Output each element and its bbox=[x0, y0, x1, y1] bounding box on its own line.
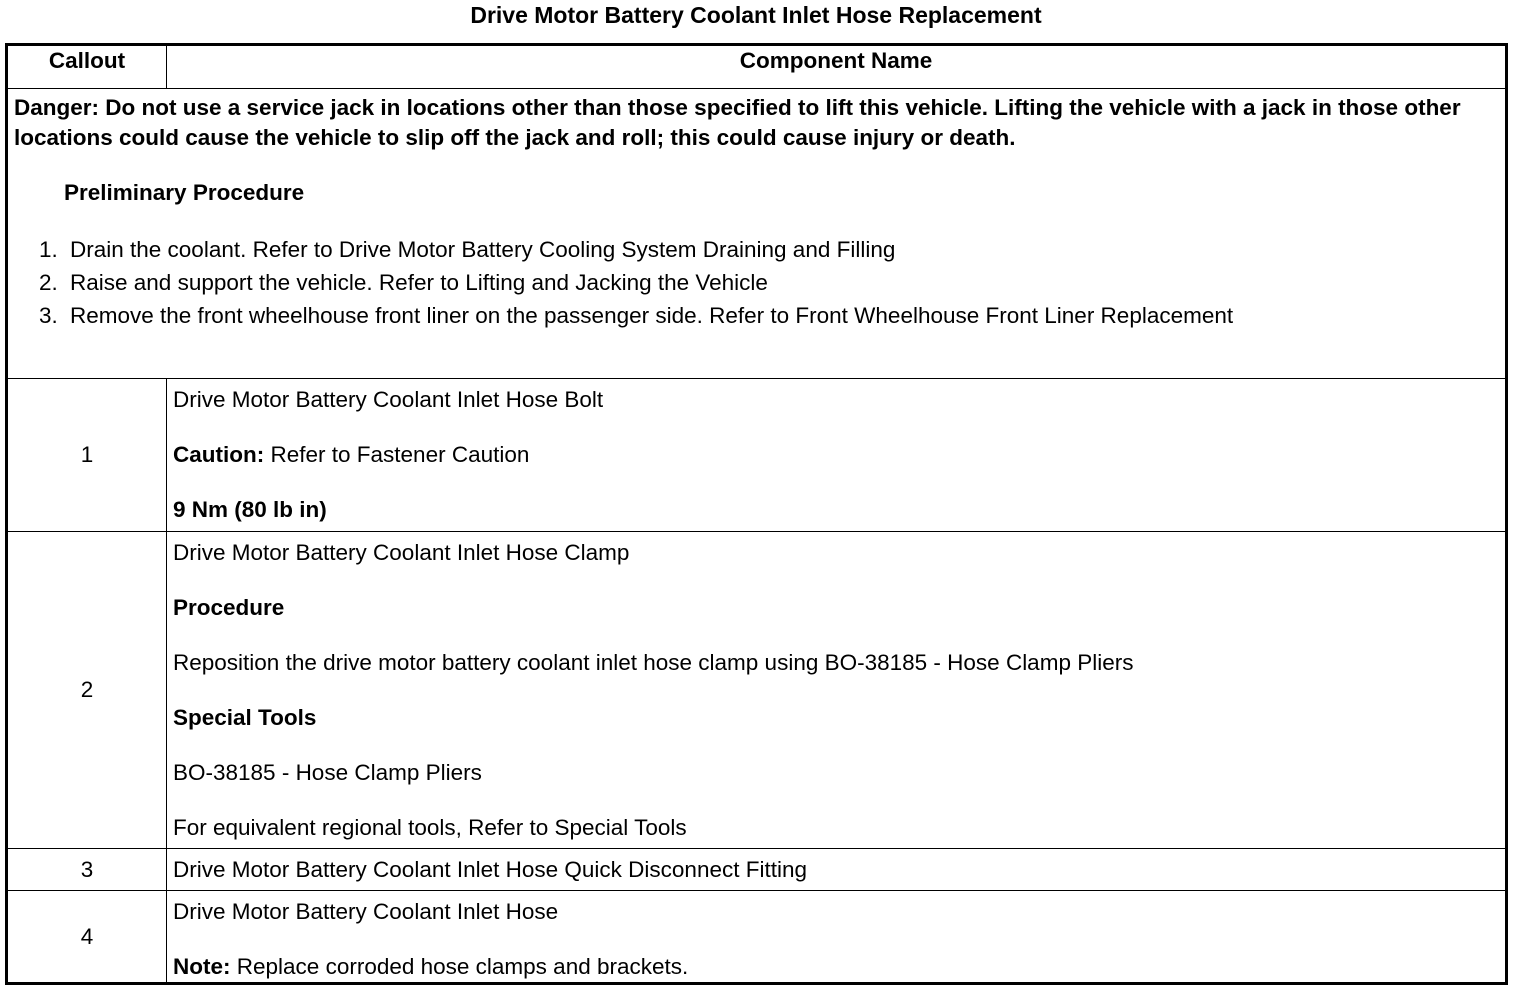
component-cell bbox=[167, 532, 1507, 849]
component-cell bbox=[167, 379, 1507, 532]
danger-text: Do not use a service jack in locations other than those specified to lift this vehicle. Lifting the vehicle with a jack in those other locations could cause the vehicle to slip off the jack and roll; this could cause injury or death. bbox=[14, 95, 1461, 150]
equivalent-tools-note: For equivalent regional tools, Refer to Special Tools bbox=[173, 815, 687, 840]
callout-number: 3 bbox=[7, 849, 167, 891]
header-component-name: Component Name bbox=[167, 45, 1507, 89]
preliminary-heading: Preliminary Procedure bbox=[64, 180, 305, 205]
component-name: Drive Motor Battery Coolant Inlet Hose bbox=[173, 899, 559, 924]
note-text: Replace corroded hose clamps and brackets. bbox=[236, 954, 689, 979]
caution-note bbox=[173, 440, 1499, 470]
special-tool: BO-38185 - Hose Clamp Pliers bbox=[173, 760, 482, 785]
caution-text: Refer to Fastener Caution bbox=[270, 442, 530, 467]
note-label: Note: bbox=[173, 954, 231, 979]
page-title: Drive Motor Battery Coolant Inlet Hose Replacement bbox=[470, 2, 1042, 28]
procedure-heading: Procedure bbox=[173, 595, 285, 620]
table-row bbox=[7, 849, 1507, 891]
list-item: 2. Raise and support the vehicle. Refer to Lifting and Jacking the Vehicle bbox=[64, 266, 1499, 299]
component-name: Drive Motor Battery Coolant Inlet Hose Bolt bbox=[173, 387, 604, 412]
procedure-text: Reposition the drive motor battery coolant inlet hose clamp using BO-38185 - Hose Clamp Pliers bbox=[173, 650, 1134, 675]
table-header-row bbox=[7, 45, 1507, 89]
danger-label: Danger: bbox=[14, 95, 100, 120]
table-row bbox=[7, 379, 1507, 532]
component-cell bbox=[167, 891, 1507, 984]
preliminary-row bbox=[7, 89, 1507, 379]
special-tools-heading: Special Tools bbox=[173, 705, 317, 730]
component-table bbox=[5, 43, 1508, 985]
danger-note bbox=[14, 93, 1499, 153]
component-name: Drive Motor Battery Coolant Inlet Hose Clamp bbox=[173, 540, 630, 565]
callout-number: 4 bbox=[7, 891, 167, 984]
callout-number: 1 bbox=[7, 379, 167, 532]
table-row bbox=[7, 891, 1507, 984]
list-item: 1. Drain the coolant. Refer to Drive Motor Battery Cooling System Draining and Filling bbox=[64, 233, 1499, 266]
torque-spec: 9 Nm (80 lb in) bbox=[173, 497, 327, 522]
table-row bbox=[7, 532, 1507, 849]
component-cell bbox=[167, 849, 1507, 891]
preliminary-cell bbox=[7, 89, 1507, 379]
list-item: 3. Remove the front wheelhouse front liner on the passenger side. Refer to Front Wheelhouse Front Liner Replacement bbox=[64, 299, 1499, 332]
callout-number: 2 bbox=[7, 532, 167, 849]
preliminary-steps bbox=[14, 233, 1499, 332]
note bbox=[173, 952, 1499, 982]
header-callout: Callout bbox=[7, 45, 167, 89]
caution-label: Caution: bbox=[173, 442, 265, 467]
component-name: Drive Motor Battery Coolant Inlet Hose Quick Disconnect Fitting bbox=[173, 857, 807, 882]
